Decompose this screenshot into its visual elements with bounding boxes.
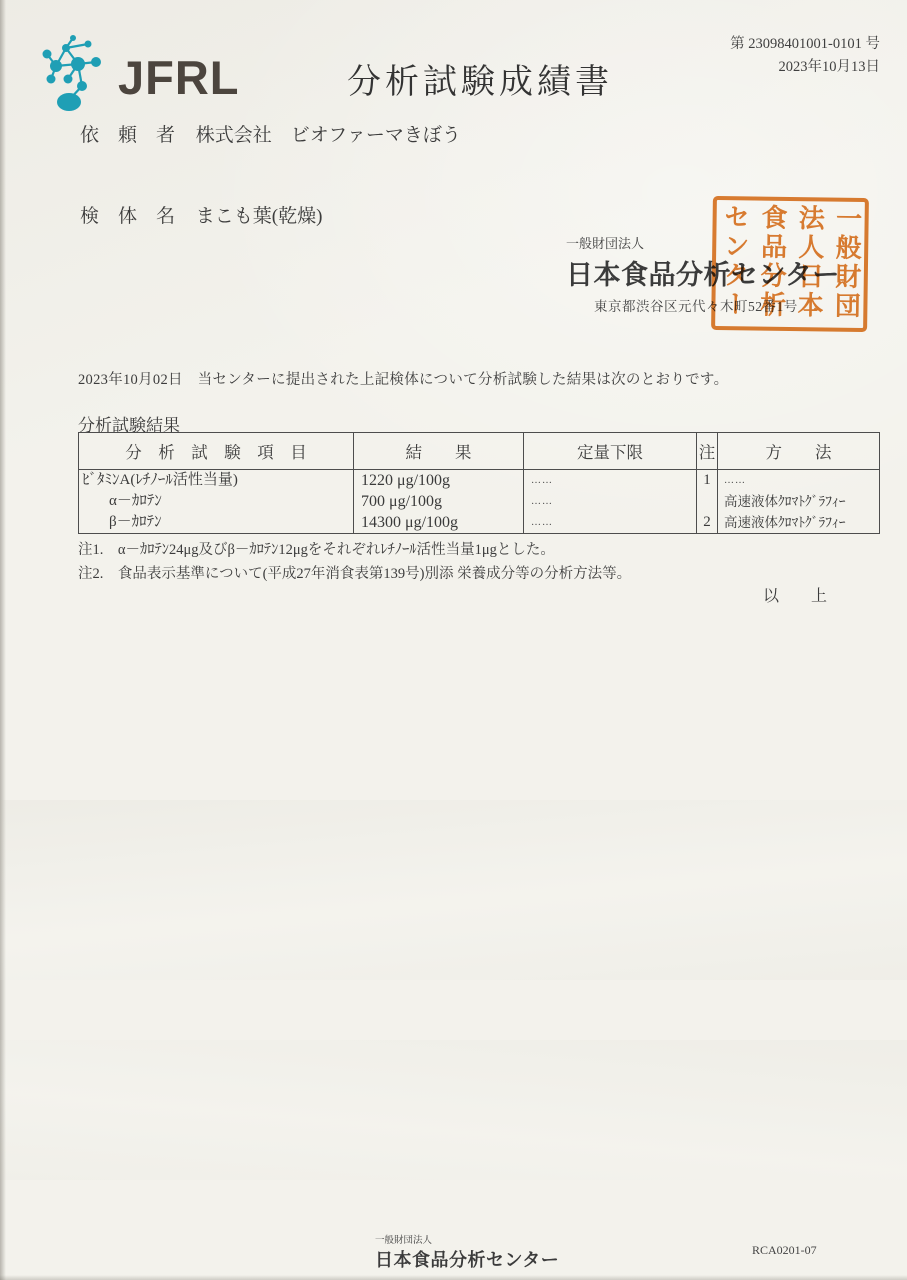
cell-notes [697, 470, 718, 534]
footer-org-type: 一般財団法人 [375, 1235, 433, 1246]
jfrl-logo-text: JFRL [118, 50, 240, 104]
note-ref [697, 491, 717, 512]
result-value: 700 μg/100g [361, 493, 443, 510]
seal-text-column: 一般財団 [831, 204, 862, 321]
official-seal-stamp [711, 196, 869, 332]
seal-text-column: 食品分析 [756, 203, 788, 320]
sample-label: 検 体 名 [80, 206, 176, 227]
column-header-item: 分 析 試 験 項 目 [79, 433, 354, 470]
scanner-edge-shadow-bottom [0, 1275, 907, 1280]
laboratory-org-type: 一般財団法人 [566, 236, 645, 251]
document-title: 分析試験成績書 [347, 64, 613, 101]
document-code: RCA0201-07 [752, 1243, 817, 1257]
note-ref: 1 [703, 472, 711, 488]
jfrl-logo [38, 34, 240, 114]
footer-org-name: 日本食品分析センター [375, 1250, 560, 1270]
item-name: β－ｶﾛﾃﾝ [109, 514, 162, 530]
results-table-body-row [79, 470, 880, 534]
method-value: 高速液体ｸﾛﾏﾄｸﾞﾗﾌｨｰ [724, 515, 846, 530]
cell-results [354, 470, 524, 534]
sample-value: まこも葉(乾燥) [195, 206, 323, 227]
laboratory-address: 東京都渋谷区元代々木町52番1号 [594, 299, 798, 314]
report-number: 第 23098401001-0101 号 [730, 36, 880, 52]
column-header-note: 注 [697, 433, 718, 470]
results-table [78, 432, 880, 534]
footer-organization [375, 1232, 559, 1272]
paper-wrinkle [0, 800, 907, 980]
results-table-header-row [79, 433, 880, 470]
report-meta [730, 33, 880, 79]
note-ref: 2 [703, 514, 711, 530]
cell-methods [718, 470, 880, 534]
loq-value: …… [531, 475, 553, 486]
footnote-2: 注2. 食品表示基準について(平成27年消食表第139号)別添 栄養成分等の分析方法等。 [78, 566, 632, 582]
client-row [80, 120, 461, 147]
closing-mark: 以 上 [763, 588, 828, 605]
seal-text-column: 法人日本 [793, 204, 825, 321]
result-value: 1220 μg/100g [361, 472, 451, 489]
client-label: 依 頼 者 [80, 125, 176, 146]
item-name: α－ｶﾛﾃﾝ [109, 493, 162, 509]
column-header-result: 結 果 [354, 433, 524, 470]
result-value: 14300 μg/100g [361, 514, 459, 531]
laboratory-org-name: 日本食品分析センター [566, 260, 840, 290]
client-value: 株式会社 ビオファーマきぼう [195, 125, 461, 146]
cell-loq [524, 470, 697, 534]
footnote-1: 注1. α－ｶﾛﾃﾝ24μg及びβ－ｶﾛﾃﾝ12μgをそれぞれﾚﾁﾉｰﾙ活性当量1μgとした。 [78, 542, 555, 558]
results-section-title: 分析試験結果 [78, 416, 180, 435]
issue-date: 2023年10月13日 [778, 59, 880, 75]
paper-wrinkle [0, 1040, 907, 1180]
column-header-loq: 定量下限 [524, 433, 697, 470]
method-value: …… [724, 475, 746, 486]
column-header-method: 方 法 [718, 433, 880, 470]
item-name: ﾋﾞﾀﾐﾝA(ﾚﾁﾉｰﾙ活性当量) [82, 472, 238, 488]
cell-items [79, 470, 354, 534]
sample-row [80, 201, 322, 228]
loq-value: …… [531, 496, 553, 507]
loq-value: …… [531, 517, 553, 528]
method-value: 高速液体ｸﾛﾏﾄｸﾞﾗﾌｨｰ [724, 494, 846, 509]
seal-text-column: センター [719, 203, 750, 320]
result-statement: 2023年10月02日 当センターに提出された上記検体について分析試験した結果は次のとおりです。 [78, 372, 729, 388]
molecule-network-icon [38, 34, 110, 114]
